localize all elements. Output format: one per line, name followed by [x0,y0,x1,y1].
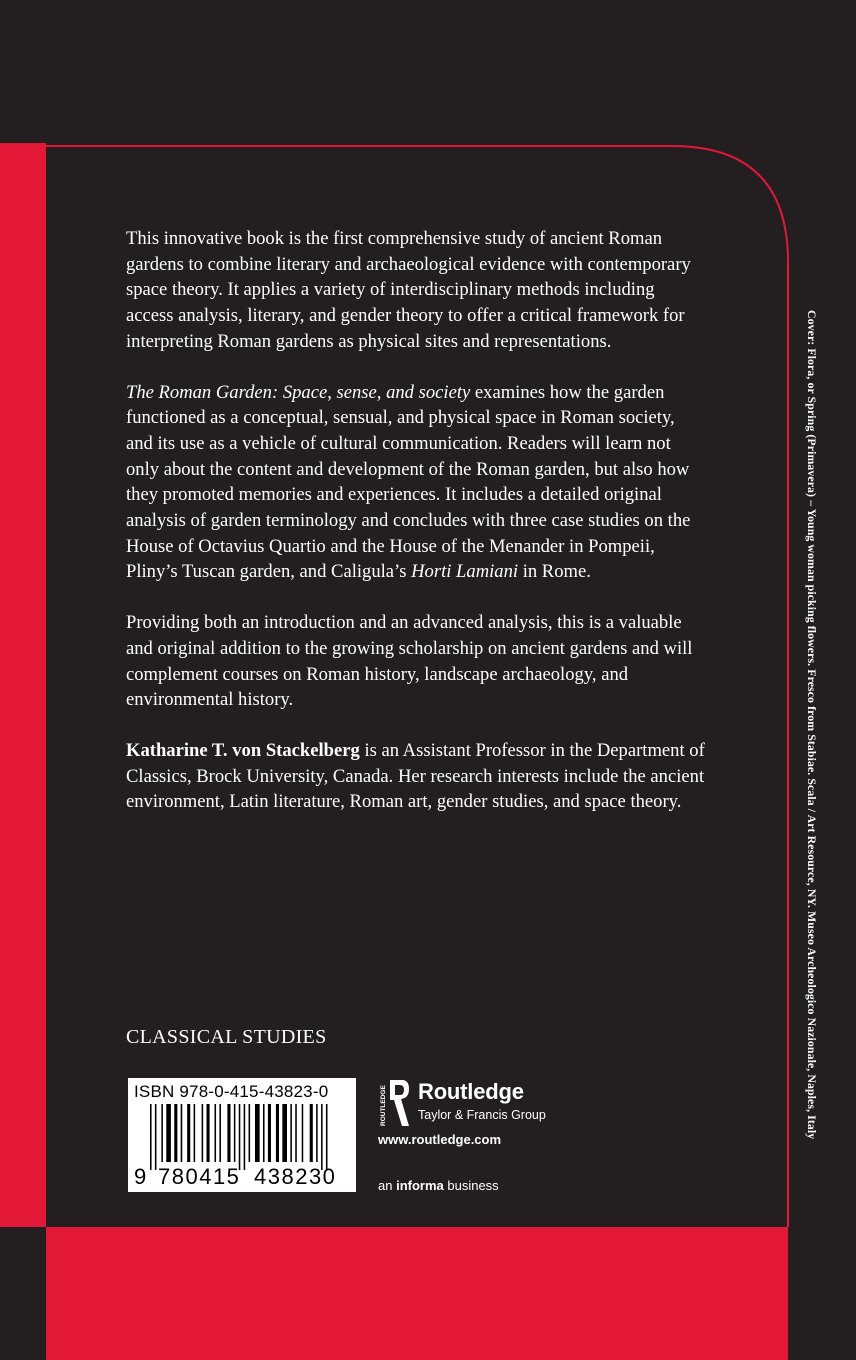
barcode-bar [282,1104,287,1162]
publisher-website: www.routledge.com [378,1132,502,1147]
barcode-bar [227,1104,230,1162]
barcode-bar [234,1104,236,1162]
barcode-bar [219,1104,221,1162]
barcode-digits-group-1: 780415 [158,1164,241,1189]
barcode-bar [181,1104,183,1162]
barcode-bar [295,1104,297,1162]
barcode-bar [215,1104,217,1162]
horti-lamiani-italic: Horti Lamiani [411,561,519,583]
barcode-bar [290,1104,292,1162]
barcode-bar [207,1104,210,1162]
barcode-bar [310,1104,313,1162]
publisher-name: Routledge [418,1079,524,1104]
publisher-group: Taylor & Francis Group [418,1108,546,1122]
barcode-bar [255,1104,260,1162]
barcode-bar [161,1104,163,1162]
barcode-bar [187,1104,190,1162]
author-bio: Katharine T. von Stackelberg is an Assistant Professor in the Department of Classics, Brock University, Canada. Her research interests include the ancient environment, Latin literature, Roman art, gender studies, and space theory. [126,739,705,813]
description-paragraph-1: This innovative book is the first comprehensive study of ancient Roman gardens to combine literary and archaeological evidence with contemporary space theory. It applies a variety of interdisciplinary methods including access analysis, literary, and gender theory to offer a critical framework for interpreting Roman gardens as physical sites and representations. [126,228,691,352]
informa-tagline: an informa business [378,1178,499,1193]
barcode-bar [194,1104,196,1162]
red-left-band [0,143,46,1227]
barcode-bar [239,1104,241,1170]
barcode-bar [316,1104,318,1162]
barcode-bar [302,1104,304,1162]
barcode-bar [150,1104,152,1170]
barcode-bar [263,1104,265,1162]
barcode-bar [276,1104,279,1162]
logo-vertical-text: ROUTLEDGE [380,1085,387,1126]
series-label: CLASSICAL STUDIES [126,1026,327,1048]
barcode-digit-lead: 9 [134,1164,147,1189]
barcode-bar [155,1104,157,1170]
description-paragraph-2: The Roman Garden: Space, sense, and society examines how the garden functioned as a conceptual, sensual, and physical space in Roman society, and its use as a vehicle of cultural communication. Readers will learn not only about the content and development of the Roman garden, but also how they promoted memories and experiences. It includes a detailed original analysis of garden terminology and concludes with three case studies on the House of Octavius Quartio and the House of the Menander in Pompeii, Pliny’s Tuscan garden, and Caligula’s Horti Lamiani in Rome. [126,381,691,583]
routledge-logo-icon [376,1078,410,1128]
barcode-bar [166,1104,171,1162]
description-paragraph-3: Providing both an introduction and an advanced analysis, this is a valuable and original addition to the growing scholarship on ancient gardens and will complement courses on Roman history, landscape archaeology, and environmental history. [126,612,693,711]
red-bottom-band [46,1227,788,1360]
barcode-digits-group-2: 438230 [254,1164,337,1189]
barcode-bar [244,1104,246,1170]
isbn-barcode [128,1078,356,1192]
barcode-bar [249,1104,251,1162]
barcode-bar [174,1104,177,1162]
barcode-bar [202,1104,204,1162]
back-cover-description [126,226,706,840]
cover-image-credit: Cover: Flora, or Spring (Primavera) – Young woman picking flowers. Fresco from Stabiae. Scala / Art Resource, NY. Museo Archeologico Nazionale, Naples, Italy [805,310,819,1140]
barcode-bar [326,1104,328,1170]
author-name: Katharine T. von Stackelberg [126,739,360,761]
barcode-bar [268,1104,271,1162]
isbn-text: ISBN 978-0-415-43823-0 [134,1082,329,1101]
barcode-bar [321,1104,323,1170]
book-title-italic: The Roman Garden: Space, sense, and society [126,381,471,403]
